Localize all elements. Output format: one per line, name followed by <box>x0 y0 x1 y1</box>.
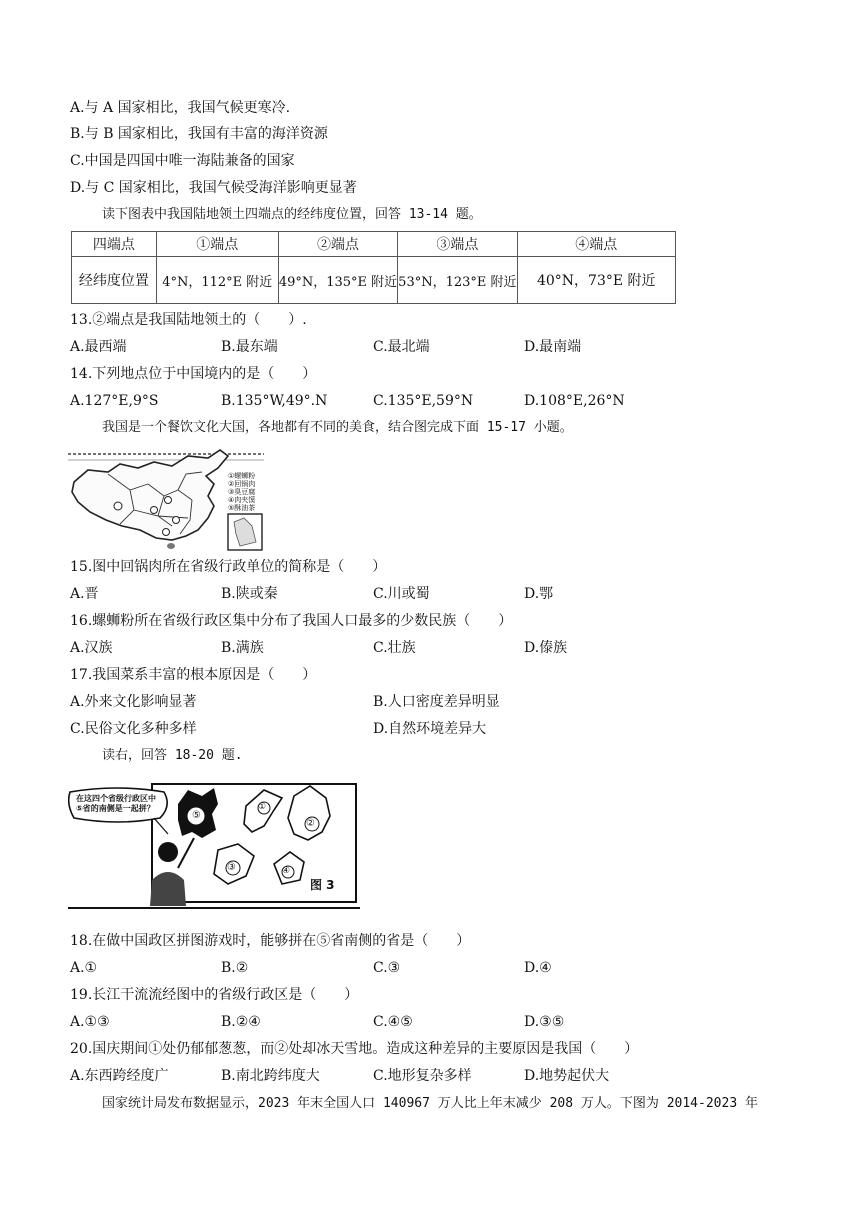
q18-option-a: A.① <box>70 960 98 976</box>
q14-option-b: B.135°W,49°.N <box>221 393 328 409</box>
table-cell: 经纬度位置 <box>72 257 157 304</box>
table-cell: 53°N，123°E 附近 <box>398 257 517 304</box>
q18-stem: 18.在做中国政区拼图游戏时，能够拼在⑤省南侧的省是（ ） <box>70 933 471 949</box>
q13-option-c: C.最北端 <box>373 339 430 355</box>
q15-stem: 15.图中回锅肉所在省级行政单位的简称是（ ） <box>70 559 387 575</box>
q16-option-d: D.傣族 <box>524 640 568 656</box>
q20-option-b: B.南北跨纬度大 <box>221 1068 320 1084</box>
legend-item: ⑤酥油茶 <box>228 504 256 512</box>
q12-option-c: C.中国是四国中唯一海陆兼备的国家 <box>70 153 295 169</box>
table-header-row <box>72 232 676 257</box>
q13-option-a: A.最西端 <box>70 339 127 355</box>
q18-option-c: C.③ <box>373 960 401 976</box>
q12-option-b: B.与 B 国家相比，我国有丰富的海洋资源 <box>70 126 328 142</box>
q17-option-d: D.自然环境差异大 <box>373 721 487 737</box>
china-food-map <box>68 444 268 554</box>
table-cell: 40°N，73°E 附近 <box>517 257 675 304</box>
table-row <box>72 257 676 304</box>
q16-option-b: B.满族 <box>221 640 264 656</box>
legend-item: ③臭豆腐 <box>228 488 256 496</box>
legend-item: ④肉夹馍 <box>228 496 256 504</box>
q14-stem: 14.下列地点位于中国境内的是（ ） <box>70 366 317 382</box>
q18-option-b: B.② <box>221 960 249 976</box>
q15-option-d: D.鄂 <box>524 586 554 602</box>
table-cell: ①端点 <box>156 232 278 257</box>
q20-option-a: A.东西跨经度广 <box>70 1068 169 1084</box>
q19-option-d: D.③⑤ <box>524 1014 565 1030</box>
q17-option-c: C.民俗文化多种多样 <box>70 721 197 737</box>
map-legend <box>228 472 255 512</box>
q16-option-a: A.汉族 <box>70 640 113 656</box>
legend-item: ①螺蛳粉 <box>228 472 256 480</box>
extreme-points-table <box>71 231 676 304</box>
q17-option-a: A.外来文化影响显著 <box>70 694 197 710</box>
legend-item: ②回锅肉 <box>228 480 256 488</box>
province-puzzle-figure <box>68 780 360 914</box>
q12-option-a: A.与 A 国家相比，我国气候更寒冷. <box>70 100 291 116</box>
q20-stem: 20.国庆期间①处仍郁郁葱葱，而②处却冰天雪地。造成这种差异的主要原因是我国（ ） <box>70 1041 639 1057</box>
q17-stem: 17.我国菜系丰富的根本原因是（ ） <box>70 667 317 683</box>
intro-13-14: 读下图表中我国陆地领土四端点的经纬度位置，回答 13-14 题。 <box>102 207 482 222</box>
q19-option-a: A.①③ <box>70 1014 110 1030</box>
table-cell: ③端点 <box>398 232 517 257</box>
table-cell: 四端点 <box>72 232 157 257</box>
q20-option-c: C.地形复杂多样 <box>373 1068 472 1084</box>
marker-4: ④ <box>282 866 291 876</box>
q13-stem: 13.②端点是我国陆地领土的（ ）. <box>70 312 307 328</box>
q13-option-b: B.最东端 <box>221 339 278 355</box>
q14-option-d: D.108°E,26°N <box>524 393 625 409</box>
table-cell: 49°N，135°E 附近 <box>278 257 397 304</box>
q20-option-d: D.地势起伏大 <box>524 1068 610 1084</box>
marker-3: ③ <box>227 862 236 873</box>
q13-option-d: D.最南端 <box>524 339 582 355</box>
q16-option-c: C.壮族 <box>373 640 416 656</box>
table-cell: ②端点 <box>278 232 397 257</box>
table-cell: 4°N，112°E 附近 <box>156 257 278 304</box>
q15-option-a: A.晋 <box>70 586 99 602</box>
speech-bubble-text: 在这四个省级行政区中⑤省的南侧是一起拼？ <box>76 794 156 813</box>
q14-option-a: A.127°E,9°S <box>70 393 159 409</box>
intro-next-section: 国家统计局发布数据显示，2023 年末全国人口 140967 万人比上年末减少 208 万人。下图为 2014-2023 年 <box>102 1096 758 1111</box>
intro-18-20: 读右，回答 18-20 题. <box>102 748 243 763</box>
q18-option-d: D.④ <box>524 960 552 976</box>
q12-option-d: D.与 C 国家相比，我国气候受海洋影响更显著 <box>70 180 357 196</box>
q15-option-c: C.川或蜀 <box>373 586 430 602</box>
q19-stem: 19.长江干流流经图中的省级行政区是（ ） <box>70 987 359 1003</box>
marker-1: ① <box>258 802 267 812</box>
table-cell: ④端点 <box>517 232 675 257</box>
q14-option-c: C.135°E,59°N <box>373 393 474 409</box>
q17-option-b: B.人口密度差异明显 <box>373 694 500 710</box>
marker-2: ② <box>306 818 315 829</box>
q19-option-b: B.②④ <box>221 1014 261 1030</box>
figure-label: 图 3 <box>310 878 335 892</box>
marker-5: ⑤ <box>192 810 201 821</box>
q16-stem: 16.螺蛳粉所在省级行政区集中分布了我国人口最多的少数民族（ ） <box>70 613 513 629</box>
q15-option-b: B.陕或秦 <box>221 586 278 602</box>
q19-option-c: C.④⑤ <box>373 1014 413 1030</box>
intro-15-17: 我国是一个餐饮文化大国，各地都有不同的美食，结合图完成下面 15-17 小题。 <box>102 420 573 435</box>
